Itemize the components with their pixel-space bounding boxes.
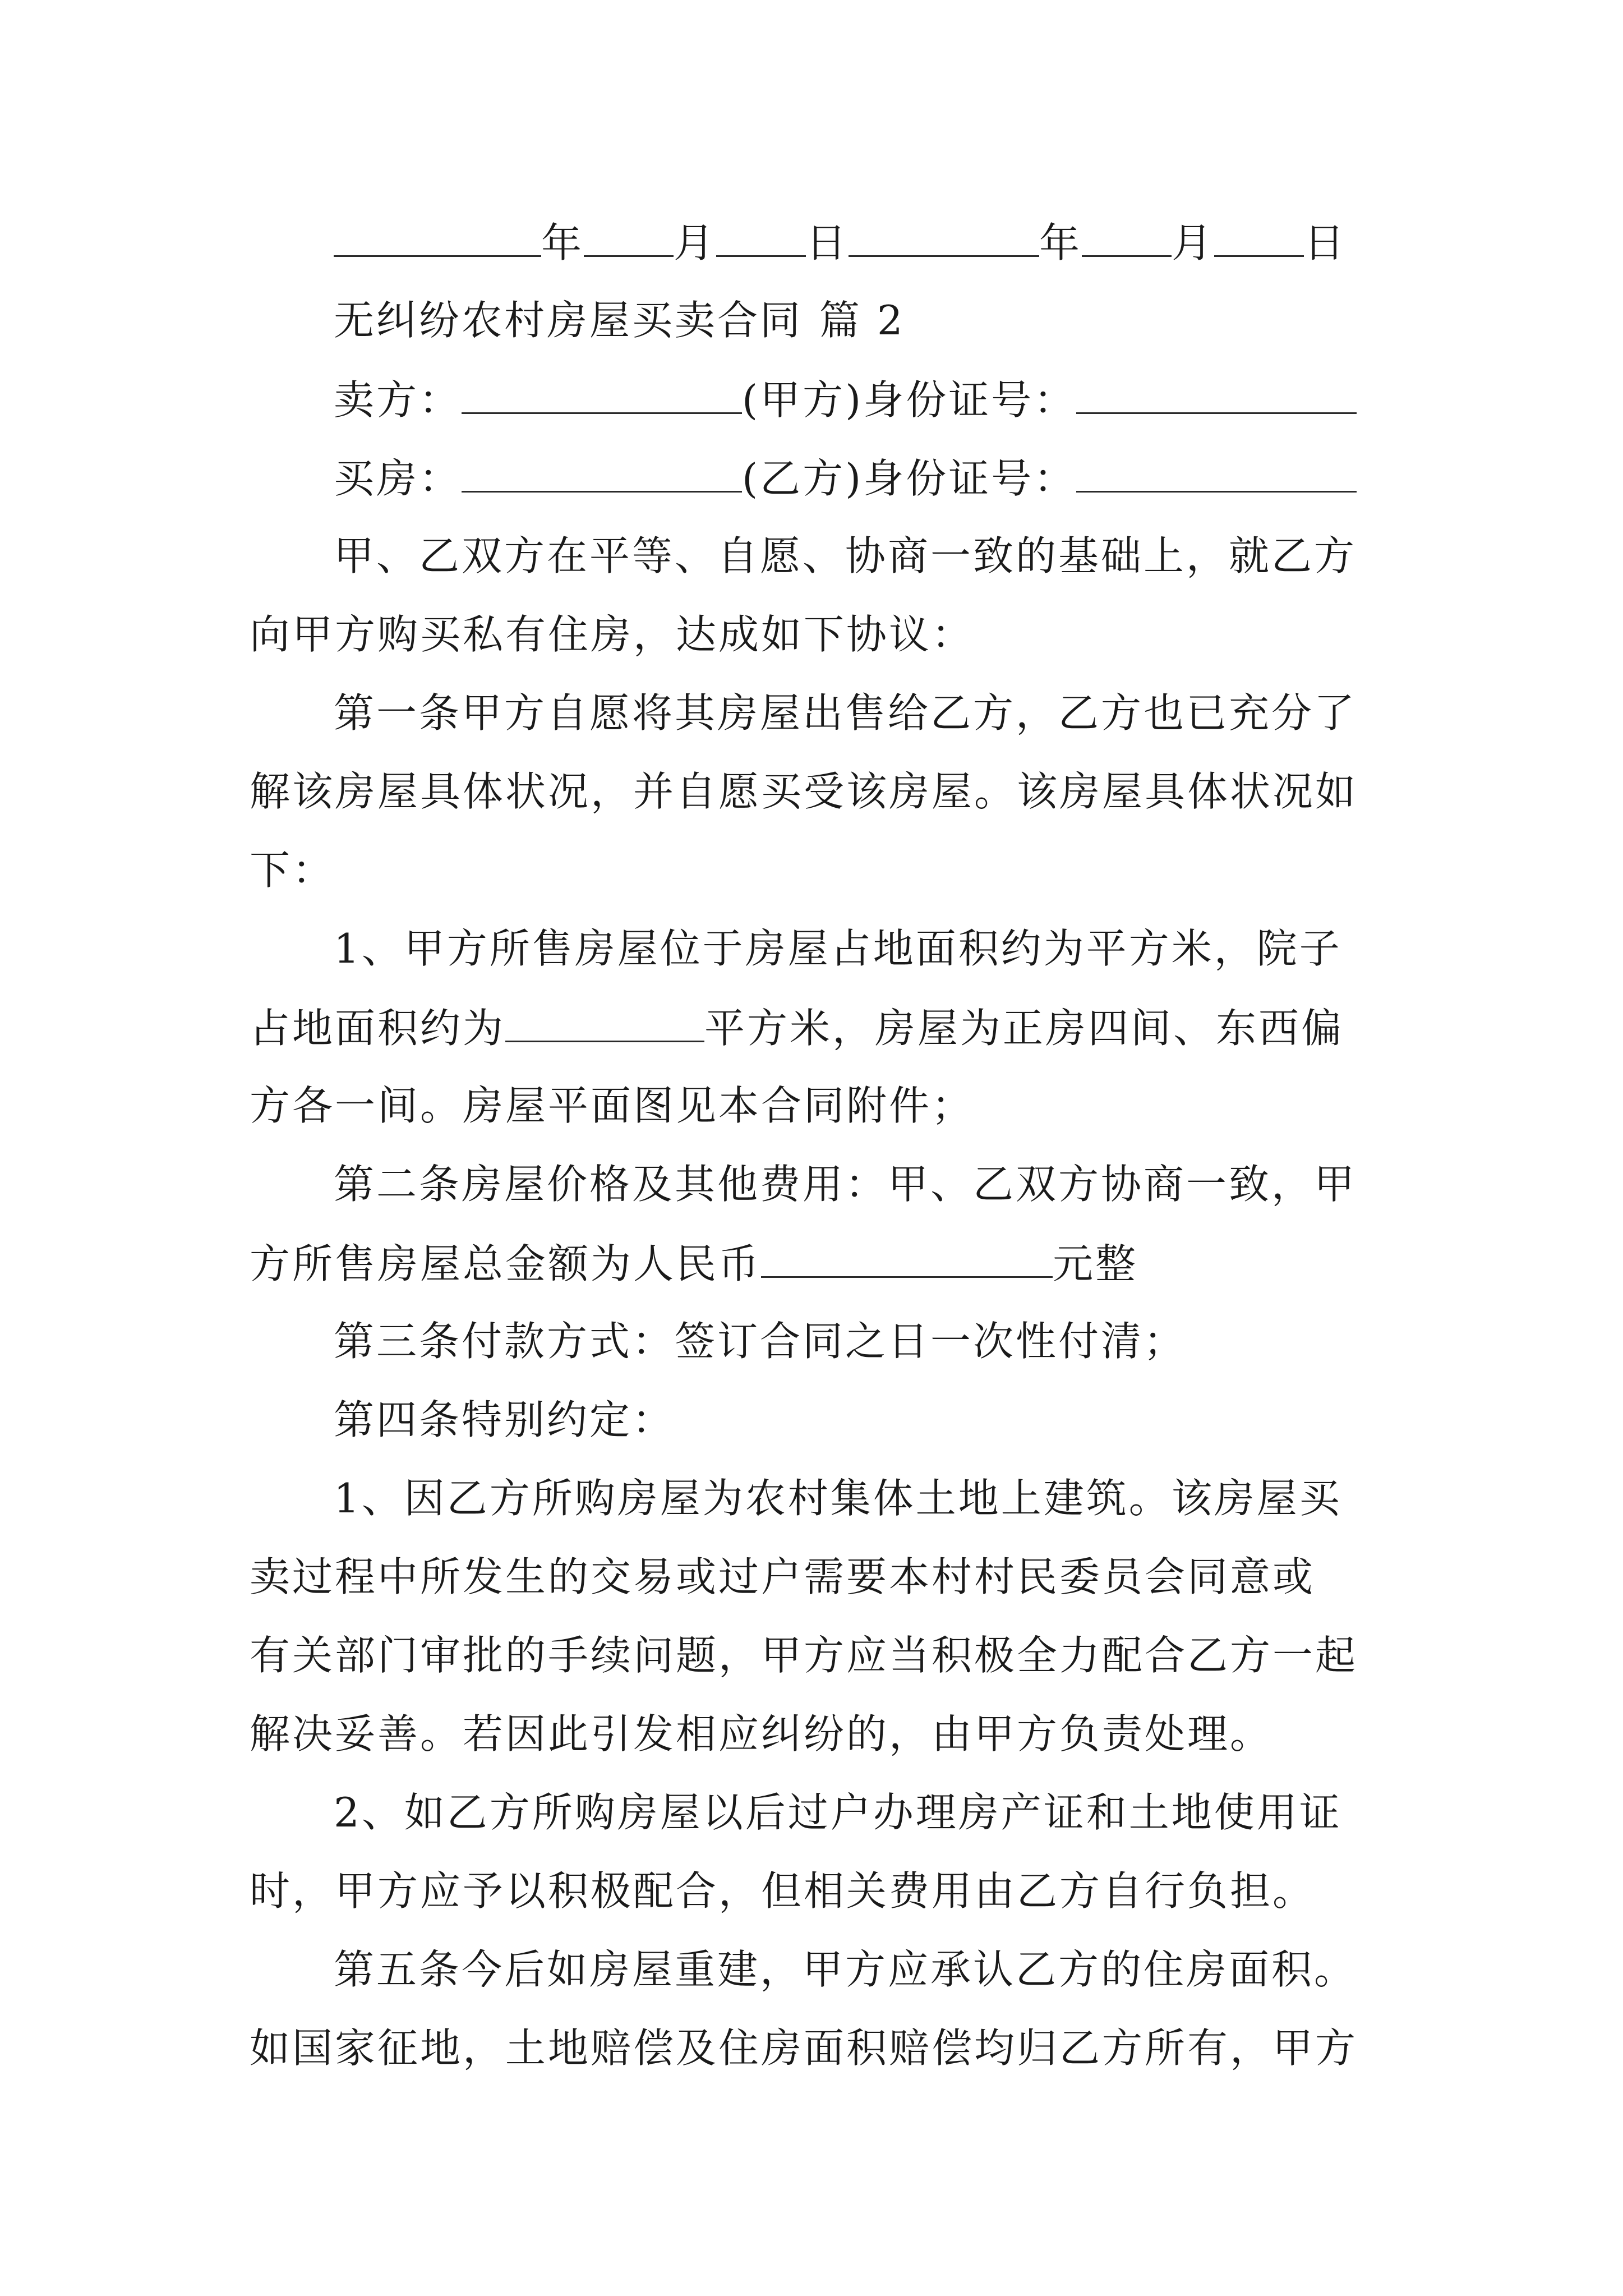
title-text: 无纠纷农村房屋买卖合同: [334, 297, 803, 344]
paragraph-line: 第一条甲方自愿将其房屋出售给乙方，乙方也已充分了: [334, 689, 1357, 737]
paragraph-line: 卖过程中所发生的交易或过户需要本村村民委员会同意或: [250, 1553, 1316, 1600]
date-row: [334, 219, 1347, 266]
paragraph-line: 如国家征地，土地赔偿及住房面积赔偿均归乙方所有，甲方: [250, 2024, 1358, 2072]
paragraph-line: 时，甲方应予以积极配合，但相关费用由乙方自行负担。: [250, 1867, 1316, 1915]
area-line: [250, 1005, 1344, 1052]
paragraph-line: 第三条付款方式：签订合同之日一次性付清；: [334, 1318, 1187, 1365]
seller-label: 卖方：: [334, 376, 462, 424]
buyer-id-blank: [1076, 457, 1357, 493]
yard-area-blank: [505, 1007, 704, 1042]
paragraph-line: 向甲方购买私有住房，达成如下协议：: [250, 611, 975, 658]
paragraph-line: 第二条房屋价格及其他费用：甲、乙双方协商一致，甲: [334, 1161, 1357, 1208]
seller-name-blank: [462, 379, 742, 414]
buyer-party-label: (乙方)身份证号：: [742, 455, 1077, 502]
price-text-a: 方所售房屋总金额为人民币: [250, 1240, 762, 1287]
price-line: [250, 1240, 1138, 1287]
price-text-b: 元整: [1053, 1240, 1138, 1287]
paragraph-line: 下：: [250, 846, 335, 894]
paragraph-line: 甲、乙双方在平等、自愿、协商一致的基础上，就乙方: [334, 532, 1357, 579]
blank-year-2: [849, 222, 1039, 257]
paragraph-line: 2、如乙方所购房屋以后过户办理房产证和土地使用证: [334, 1789, 1342, 1836]
paragraph-line: 1、因乙方所购房屋为农村集体土地上建筑。该房屋买: [334, 1475, 1342, 1522]
month-label-1: 月: [674, 219, 717, 266]
blank-month-1: [584, 222, 674, 257]
paragraph-line: 第五条今后如房屋重建，甲方应承认乙方的住房面积。: [334, 1946, 1357, 1993]
buyer-label: 买房：: [334, 455, 462, 502]
area-text-a: 占地面积约为: [250, 1005, 506, 1052]
area-text-b: 平方米，房屋为正房四间、东西偏: [704, 1005, 1344, 1052]
blank-day-2: [1214, 222, 1304, 257]
day-label-2: 日: [1304, 219, 1347, 266]
paragraph-line: 有关部门审批的手续问题，甲方应当积极全力配合乙方一起: [250, 1632, 1358, 1679]
paragraph-line: 解决妥善。若因此引发相应纠纷的，由甲方负责处理。: [250, 1710, 1273, 1757]
seller-id-blank: [1076, 379, 1357, 414]
paragraph-line: 方各一间。房屋平面图见本合同附件；: [250, 1082, 975, 1129]
title-suffix: 篇 2: [819, 297, 905, 344]
seller-party-label: (甲方)身份证号：: [742, 376, 1077, 424]
blank-day-1: [716, 222, 806, 257]
paragraph-line: 1、甲方所售房屋位于房屋占地面积约为平方米，院子: [334, 925, 1342, 972]
year-label-2: 年: [1039, 219, 1082, 266]
blank-month-2: [1082, 222, 1172, 257]
paragraph-line: 解该房屋具体状况，并自愿买受该房屋。该房屋具体状况如: [250, 768, 1358, 815]
price-blank: [761, 1243, 1053, 1278]
document-title: [334, 297, 905, 344]
year-label-1: 年: [541, 219, 584, 266]
seller-row: [334, 376, 1357, 424]
buyer-name-blank: [462, 457, 742, 493]
month-label-2: 月: [1172, 219, 1215, 266]
paragraph-line: 第四条特别约定：: [334, 1396, 675, 1443]
buyer-row: [334, 455, 1357, 502]
day-label-1: 日: [806, 219, 849, 266]
blank-year-1: [334, 222, 541, 257]
